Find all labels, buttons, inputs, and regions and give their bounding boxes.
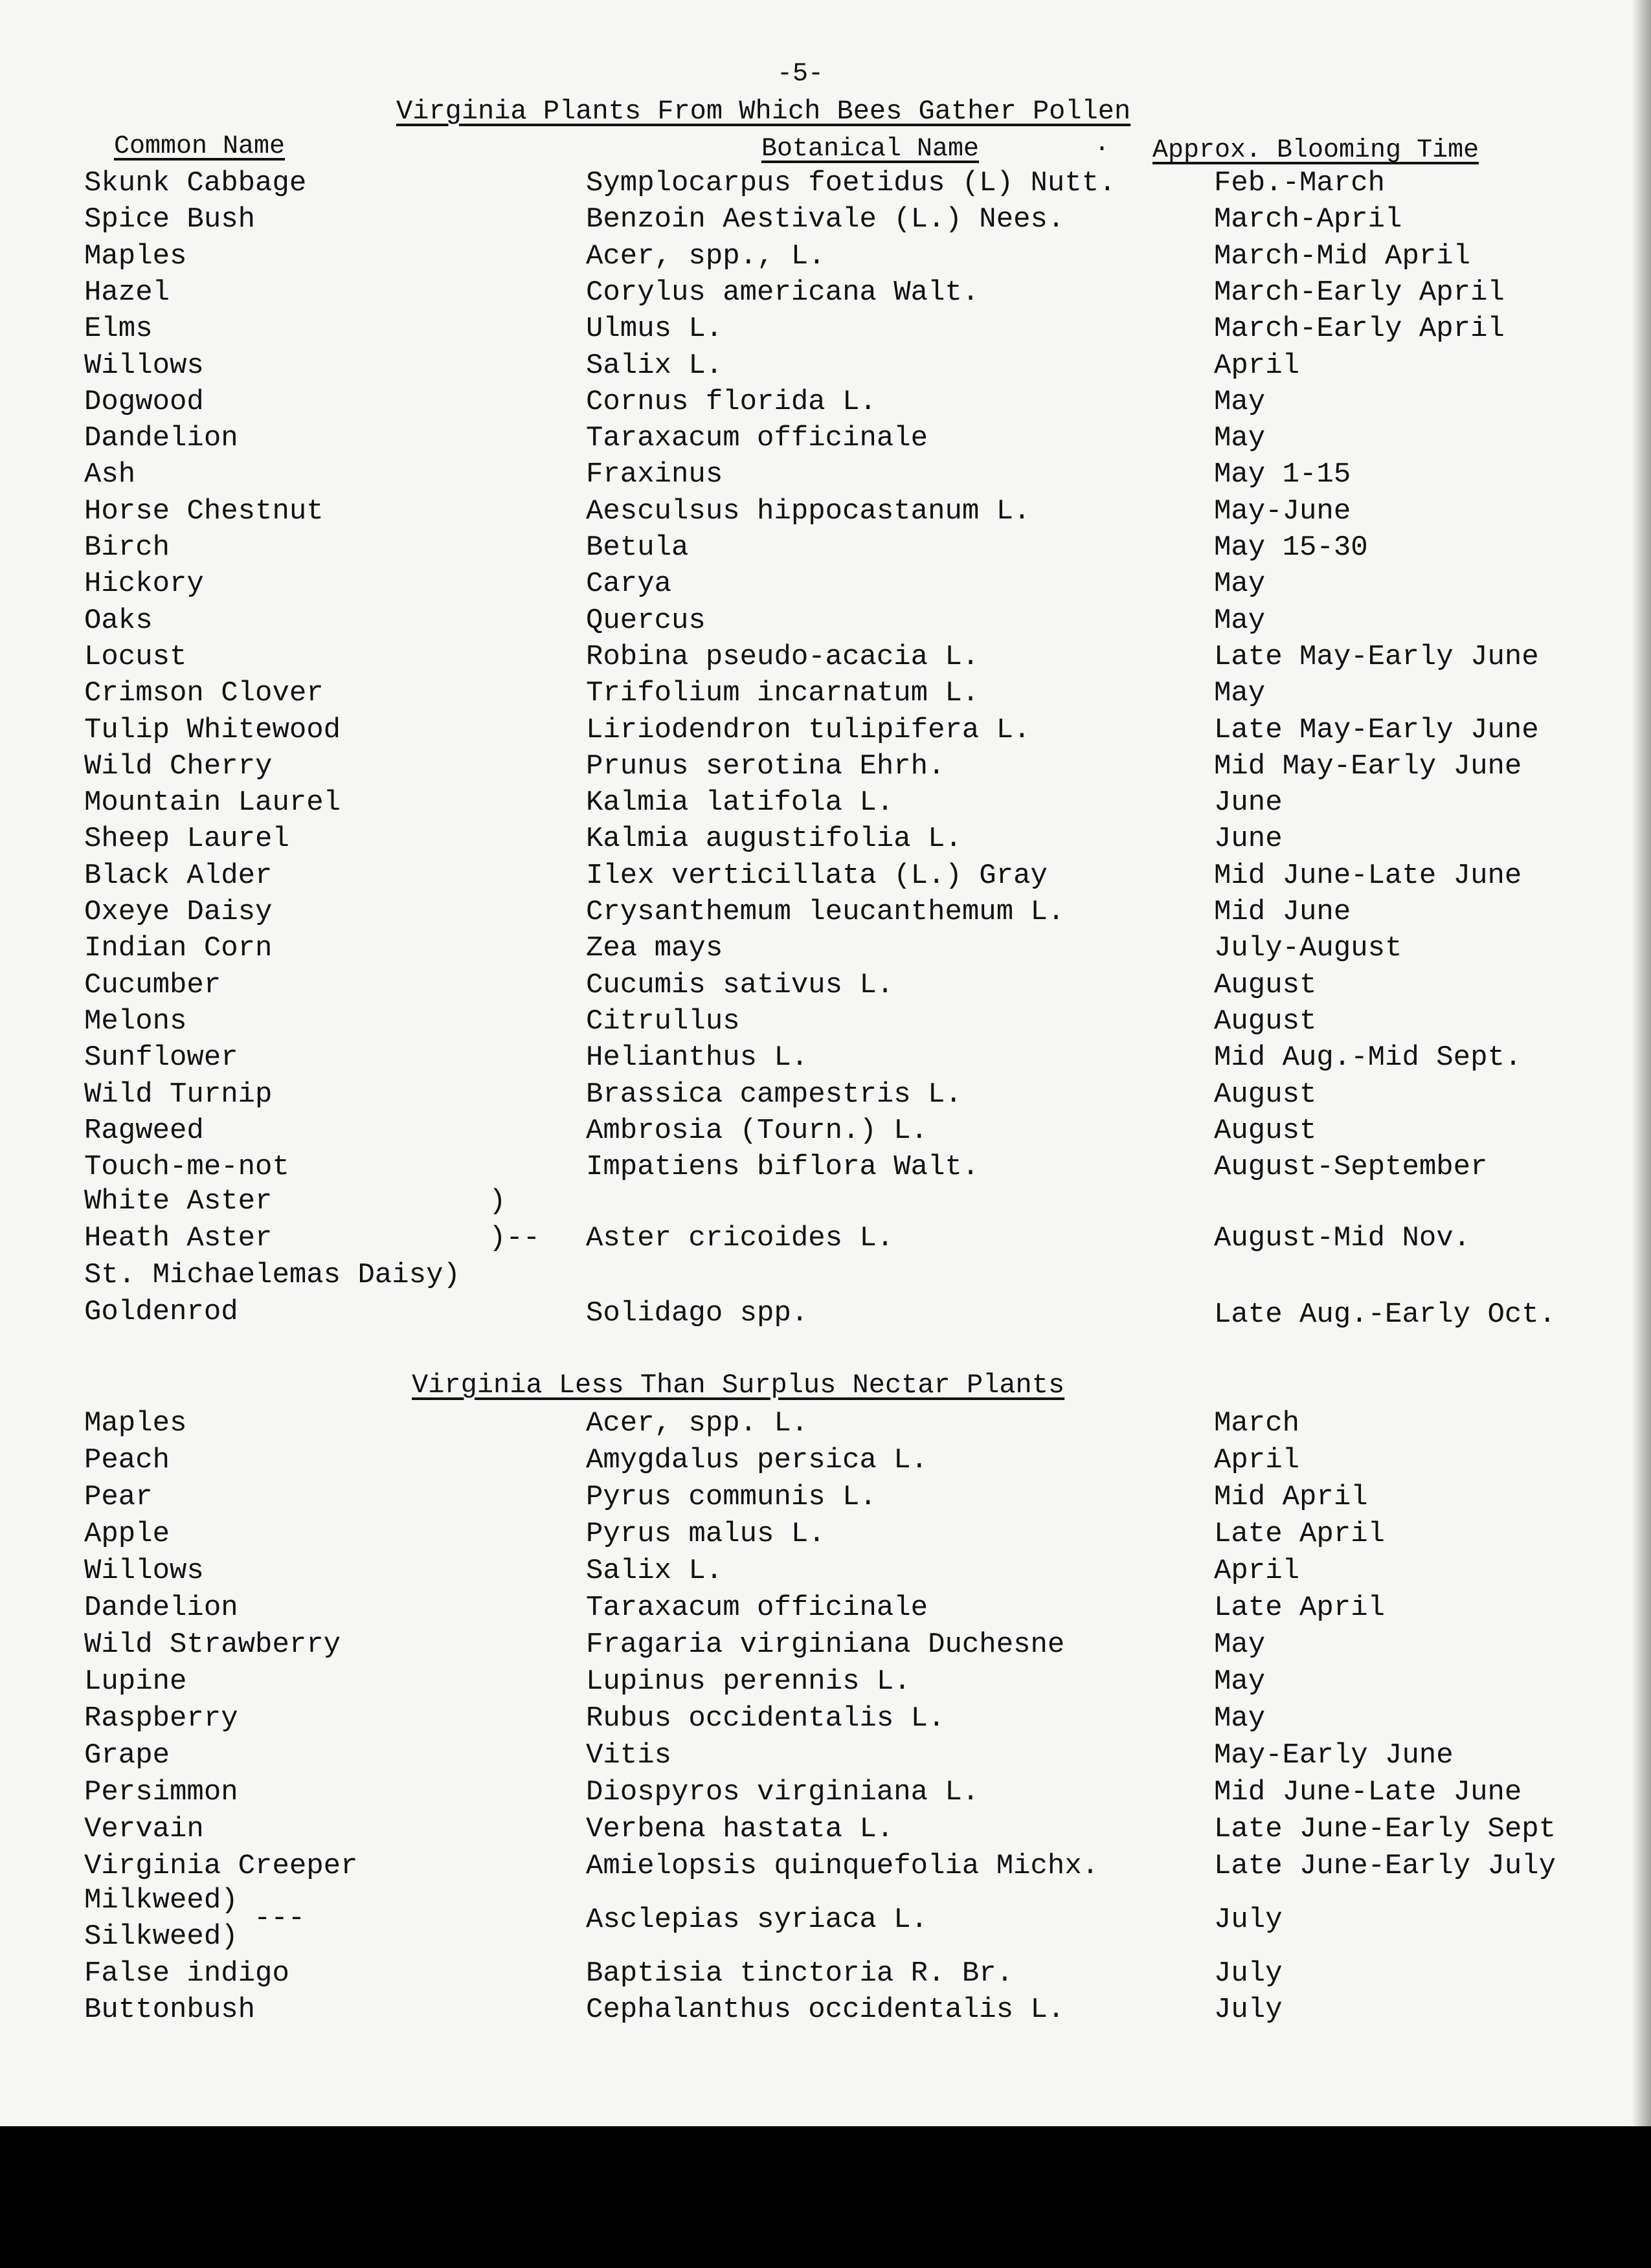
table-row xyxy=(0,784,1651,821)
botanical-name-cell: Brassica campestris L. xyxy=(586,1078,962,1111)
common-name-cell: Sheep Laurel xyxy=(84,823,289,856)
botanical-name-cell: Salix L. xyxy=(586,349,723,382)
column-header-botanical-name: Botanical Name xyxy=(761,135,980,164)
blooming-time-cell: April xyxy=(1214,349,1300,382)
botanical-name-cell: Ambrosia (Tourn.) L. xyxy=(586,1114,928,1147)
table-row xyxy=(0,1442,1651,1478)
botanical-name-cell: Zea mays xyxy=(586,932,723,965)
blooming-time-cell: Mid June-Late June xyxy=(1214,1776,1522,1808)
common-name-cell: Crimson Clover xyxy=(84,677,324,710)
blooming-time-cell: May xyxy=(1214,1665,1266,1698)
section-title-nectar: Virginia Less Than Surplus Nectar Plants xyxy=(412,1370,1065,1401)
common-name-cell: Apple xyxy=(84,1518,170,1550)
table-row xyxy=(0,420,1651,456)
table-row xyxy=(0,748,1651,784)
table-row xyxy=(0,529,1651,566)
blooming-time-cell: March-Early April xyxy=(1214,276,1505,309)
botanical-name-cell: Citrullus xyxy=(586,1005,740,1038)
blooming-time-cell: May-Early June xyxy=(1214,1739,1454,1772)
common-name-cell: Hickory xyxy=(84,568,204,601)
botanical-name-cell: Amygdalus persica L. xyxy=(586,1444,928,1476)
blooming-time-cell: May xyxy=(1214,1629,1266,1661)
common-name-cell: Maples xyxy=(84,1407,187,1440)
aster-botanical: Aster cricoides L. xyxy=(586,1222,894,1254)
common-name-cell: Maples xyxy=(84,239,187,272)
column-header-blooming-time: Approx. Blooming Time xyxy=(1152,136,1479,165)
blooming-time-cell: Late April xyxy=(1214,1592,1386,1624)
common-name-cell: Elms xyxy=(84,313,153,346)
table-row xyxy=(0,1992,1651,2028)
table-row xyxy=(0,456,1651,493)
table-row xyxy=(0,201,1651,238)
botanical-name-cell: Ilex verticillata (L.) Gray xyxy=(586,859,1048,892)
botanical-name-cell: Symplocarpus foetidus (L) Nutt. xyxy=(586,167,1116,199)
table-row xyxy=(0,348,1651,384)
botanical-name-cell: Vitis xyxy=(586,1739,672,1772)
table-row xyxy=(0,165,1651,201)
table-row xyxy=(0,1700,1651,1737)
botanical-name-cell: Benzoin Aestivale (L.) Nees. xyxy=(586,203,1065,236)
blooming-time-cell: July xyxy=(1214,1957,1283,1990)
table-row xyxy=(0,1955,1651,1992)
scan-bottom-border xyxy=(0,2126,1651,2268)
table-row xyxy=(0,1076,1651,1113)
botanical-name-cell: Cucumis sativus L. xyxy=(586,968,894,1001)
blooming-time-cell: Mid June-Late June xyxy=(1214,859,1522,892)
blooming-time-cell: May 15-30 xyxy=(1214,531,1368,564)
blooming-time-cell: Mid May-Early June xyxy=(1214,750,1522,783)
table-row xyxy=(0,894,1651,930)
table-row xyxy=(0,639,1651,675)
common-name-cell: Raspberry xyxy=(84,1702,238,1735)
blooming-time-cell: Late June-Early Sept xyxy=(1214,1813,1556,1845)
blooming-time-cell: May 1-15 xyxy=(1214,458,1351,491)
common-name-cell: Touch-me-not xyxy=(84,1151,289,1184)
blooming-time-cell: August xyxy=(1214,1005,1317,1038)
botanical-name-cell: Acer, spp., L. xyxy=(586,239,826,272)
table-row xyxy=(0,821,1651,857)
common-name-cell: Dogwood xyxy=(84,385,204,418)
common-name-cell: Lupine xyxy=(84,1665,187,1698)
header-separator: · xyxy=(1094,135,1110,164)
common-name-cell: Horse Chestnut xyxy=(84,495,324,528)
common-name-cell: Skunk Cabbage xyxy=(84,167,307,199)
common-name-cell: Spice Bush xyxy=(84,203,256,236)
botanical-name-cell: Betula xyxy=(586,531,689,564)
common-name-cell: Oaks xyxy=(84,604,153,637)
table-row xyxy=(0,1590,1651,1626)
table-row xyxy=(0,1848,1651,1884)
botanical-name-cell: Cephalanthus occidentalis L. xyxy=(586,1994,1065,2026)
botanical-name-cell: Taraxacum officinale xyxy=(586,1592,928,1624)
botanical-name-cell: Prunus serotina Ehrh. xyxy=(586,750,945,783)
blooming-time-cell: July xyxy=(1214,1994,1283,2026)
goldenrod-botanical: Solidago spp. xyxy=(586,1297,809,1329)
blooming-time-cell: June xyxy=(1214,786,1283,819)
table-row xyxy=(0,1479,1651,1515)
botanical-name-cell: Kalmia latifola L. xyxy=(586,786,894,819)
table-row xyxy=(0,1003,1651,1040)
botanical-name-cell: Aesculsus hippocastanum L. xyxy=(586,495,1031,528)
column-header-common-name: Common Name xyxy=(114,132,286,161)
table-row xyxy=(0,1811,1651,1847)
botanical-name-cell: Helianthus L. xyxy=(586,1041,809,1074)
botanical-name-cell: Diospyros virginiana L. xyxy=(586,1776,980,1808)
common-name-cell: Wild Strawberry xyxy=(84,1629,341,1661)
table-row xyxy=(0,930,1651,966)
blooming-time-cell: May xyxy=(1214,1702,1266,1735)
common-name-cell: Birch xyxy=(84,531,170,564)
blooming-time-cell: Late May-Early June xyxy=(1214,640,1539,673)
blooming-time-cell: March-Early April xyxy=(1214,313,1505,346)
botanical-name-cell: Impatiens biflora Walt. xyxy=(586,1151,980,1184)
common-name-cell: Grape xyxy=(84,1739,170,1772)
botanical-name-cell: Verbena hastata L. xyxy=(586,1813,894,1845)
table-row xyxy=(0,1405,1651,1441)
blooming-time-cell: August xyxy=(1214,1078,1317,1111)
table-row xyxy=(0,712,1651,748)
botanical-name-cell: Lupinus perennis L. xyxy=(586,1665,911,1698)
table-row xyxy=(0,967,1651,1003)
blooming-time-cell: May xyxy=(1214,677,1266,710)
common-name-cell: Indian Corn xyxy=(84,932,273,965)
milkweed-botanical: Asclepias syriaca L. xyxy=(586,1904,928,1936)
table-row xyxy=(0,274,1651,311)
blooming-time-cell: August-September xyxy=(1214,1151,1488,1184)
blooming-time-cell: Mid Aug.-Mid Sept. xyxy=(1214,1041,1522,1074)
aster-brace-1: ) xyxy=(489,1185,506,1217)
botanical-name-cell: Fragaria virginiana Duchesne xyxy=(586,1629,1065,1661)
table-row xyxy=(0,1113,1651,1149)
table-row xyxy=(0,566,1651,602)
blooming-time-cell: June xyxy=(1214,823,1283,856)
common-name-cell: Ragweed xyxy=(84,1114,204,1147)
common-name-cell: Hazel xyxy=(84,276,170,309)
botanical-name-cell: Robina pseudo-acacia L. xyxy=(586,640,980,673)
botanical-name-cell: Carya xyxy=(586,568,672,601)
section-title-pollen: Virginia Plants From Which Bees Gather Pollen xyxy=(396,96,1131,127)
aster-common-1: White Aster xyxy=(84,1185,273,1217)
milkweed-brace: --- xyxy=(254,1902,306,1935)
common-name-cell: Dandelion xyxy=(84,1592,238,1624)
blooming-time-cell: July-August xyxy=(1214,932,1402,965)
botanical-name-cell: Crysanthemum leucanthemum L. xyxy=(586,896,1065,928)
common-name-cell: Willows xyxy=(84,1555,204,1587)
botanical-name-cell: Fraxinus xyxy=(586,458,723,491)
table-row xyxy=(0,311,1651,347)
blooming-time-cell: May xyxy=(1214,568,1266,601)
milkweed-common-2: Silkweed) xyxy=(84,1920,238,1953)
blooming-time-cell: Late May-Early June xyxy=(1214,713,1539,746)
table-row xyxy=(0,1553,1651,1589)
common-name-cell: Tulip Whitewood xyxy=(84,713,341,746)
blooming-time-cell: May-June xyxy=(1214,495,1351,528)
milkweed-common-1: Milkweed) xyxy=(84,1884,238,1917)
botanical-name-cell: Ulmus L. xyxy=(586,313,723,346)
table-row xyxy=(0,1737,1651,1773)
blooming-time-cell: August xyxy=(1214,968,1317,1001)
milkweed-bloom: July xyxy=(1214,1904,1283,1936)
aster-bloom: August-Mid Nov. xyxy=(1214,1222,1471,1254)
aster-common-3: St. Michaelemas Daisy) xyxy=(84,1259,460,1291)
common-name-cell: Vervain xyxy=(84,1813,204,1845)
common-name-cell: Sunflower xyxy=(84,1041,238,1074)
blooming-time-cell: Late June-Early July xyxy=(1214,1850,1556,1882)
blooming-time-cell: Mid April xyxy=(1214,1481,1368,1513)
common-name-cell: Pear xyxy=(84,1481,153,1513)
common-name-cell: Virginia Creeper xyxy=(84,1850,358,1882)
common-name-cell: Melons xyxy=(84,1005,187,1038)
botanical-name-cell: Acer, spp. L. xyxy=(586,1407,809,1440)
botanical-name-cell: Taraxacum officinale xyxy=(586,422,928,455)
common-name-cell: Buttonbush xyxy=(84,1994,256,2026)
botanical-name-cell: Pyrus communis L. xyxy=(586,1481,877,1513)
common-name-cell: Wild Cherry xyxy=(84,750,273,783)
blooming-time-cell: March-Mid April xyxy=(1214,239,1471,272)
blooming-time-cell: May xyxy=(1214,385,1266,418)
page-number: -5- xyxy=(777,60,824,89)
botanical-name-cell: Trifolium incarnatum L. xyxy=(586,677,980,710)
goldenrod-bloom: Late Aug.-Early Oct. xyxy=(1214,1298,1556,1331)
common-name-cell: False indigo xyxy=(84,1957,289,1990)
table-row xyxy=(0,384,1651,420)
table-row xyxy=(0,238,1651,274)
table-row xyxy=(0,858,1651,894)
goldenrod-common: Goldenrod xyxy=(84,1296,238,1328)
table-row xyxy=(0,603,1651,639)
table-row xyxy=(0,1663,1651,1700)
table-row xyxy=(0,1516,1651,1552)
botanical-name-cell: Rubus occidentalis L. xyxy=(586,1702,945,1735)
aster-common-2: Heath Aster xyxy=(84,1222,273,1254)
aster-brace-2: )-- xyxy=(489,1222,541,1254)
common-name-cell: Ash xyxy=(84,458,136,491)
common-name-cell: Persimmon xyxy=(84,1776,238,1808)
common-name-cell: Oxeye Daisy xyxy=(84,896,273,928)
botanical-name-cell: Quercus xyxy=(586,604,706,637)
botanical-name-cell: Baptisia tinctoria R. Br. xyxy=(586,1957,1014,1990)
blooming-time-cell: May xyxy=(1214,604,1266,637)
common-name-cell: Dandelion xyxy=(84,422,238,455)
blooming-time-cell: Late April xyxy=(1214,1518,1386,1550)
blooming-time-cell: April xyxy=(1214,1444,1300,1476)
botanical-name-cell: Amielopsis quinquefolia Michx. xyxy=(586,1850,1099,1882)
table-row xyxy=(0,1627,1651,1663)
table-row xyxy=(0,1040,1651,1076)
botanical-name-cell: Pyrus malus L. xyxy=(586,1518,826,1550)
blooming-time-cell: May xyxy=(1214,422,1266,455)
common-name-cell: Willows xyxy=(84,349,204,382)
common-name-cell: Cucumber xyxy=(84,968,221,1001)
common-name-cell: Peach xyxy=(84,1444,170,1476)
table-row xyxy=(0,1149,1651,1185)
table-row xyxy=(0,675,1651,711)
blooming-time-cell: March-April xyxy=(1214,203,1402,236)
blooming-time-cell: April xyxy=(1214,1555,1300,1587)
botanical-name-cell: Corylus americana Walt. xyxy=(586,276,980,309)
blooming-time-cell: Mid June xyxy=(1214,896,1351,928)
common-name-cell: Black Alder xyxy=(84,859,273,892)
table-row xyxy=(0,1774,1651,1810)
botanical-name-cell: Kalmia augustifolia L. xyxy=(586,823,962,856)
botanical-name-cell: Cornus florida L. xyxy=(586,385,877,418)
common-name-cell: Wild Turnip xyxy=(84,1078,273,1111)
table-row xyxy=(0,493,1651,529)
botanical-name-cell: Salix L. xyxy=(586,1555,723,1587)
common-name-cell: Mountain Laurel xyxy=(84,786,341,819)
blooming-time-cell: Feb.-March xyxy=(1214,167,1386,199)
botanical-name-cell: Liriodendron tulipifera L. xyxy=(586,713,1031,746)
blooming-time-cell: March xyxy=(1214,1407,1300,1440)
common-name-cell: Locust xyxy=(84,640,187,673)
blooming-time-cell: August xyxy=(1214,1114,1317,1147)
